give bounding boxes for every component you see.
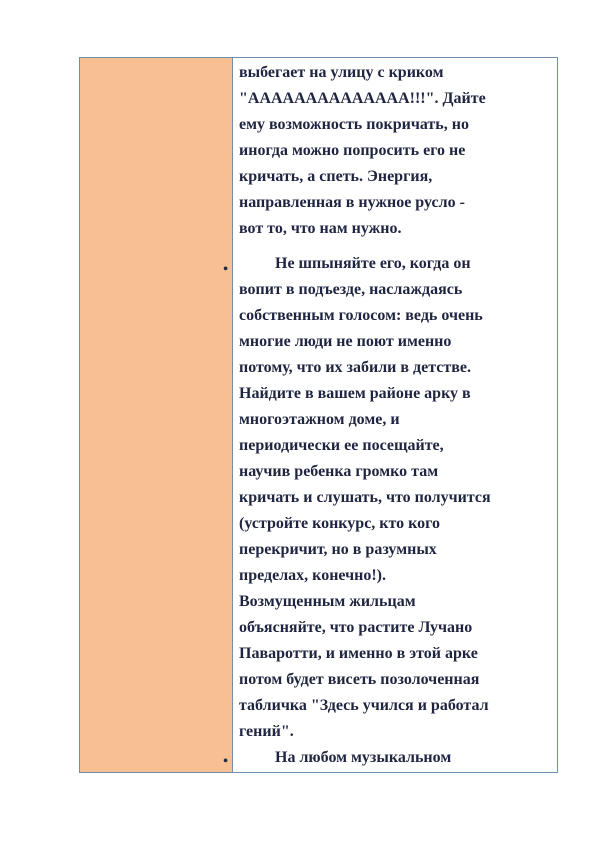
bullet-marker-2: •: [223, 754, 228, 769]
text-line: собственным голосом: ведь очень: [239, 307, 483, 324]
text-line: ему возможность покричать, но: [239, 116, 469, 133]
text-line: кричать и слушать, что получится: [239, 489, 491, 506]
text-line: Найдите в вашем районе арку в: [239, 385, 471, 402]
text-line: многие люди не поют именно: [239, 333, 452, 350]
text-line: На любом музыкальном: [275, 749, 452, 766]
text-cell: [233, 58, 557, 772]
bullet-paragraph-2: [239, 745, 551, 771]
text-line: научив ребенка громко там: [239, 463, 439, 480]
text-line: Возмущенным жильцам: [239, 593, 416, 610]
text-line: гений".: [239, 723, 294, 740]
bullet-paragraph-1: [239, 251, 551, 745]
text-line: (устройте конкурс, кто кого: [239, 515, 441, 532]
text-line: вот то, что нам нужно.: [239, 220, 402, 237]
text-line: объясняйте, что растите Лучано: [239, 619, 473, 636]
text-line: вопит в подъезде, наслаждаясь: [239, 281, 463, 298]
text-line: "АААААААААААААА!!!". Дайте: [239, 90, 486, 107]
content-table: [79, 57, 558, 773]
text-line: перекричит, но в разумных: [239, 541, 437, 558]
text-line: Не шпыняйте его, когда он: [275, 255, 471, 272]
text-line: периодически ее посещайте,: [239, 437, 444, 454]
text-line: многоэтажном доме, и: [239, 411, 400, 428]
text-line: табличка "Здесь учился и работал: [239, 697, 489, 714]
text-line: Паваротти, и именно в этой арке: [239, 645, 478, 662]
text-line: пределах, конечно!).: [239, 567, 387, 584]
text-line: кричать, а спеть. Энергия,: [239, 168, 433, 185]
text-line: выбегает на улицу с криком: [239, 64, 444, 81]
text-line: направленная в нужное русло -: [239, 194, 465, 211]
bullet-marker-1: •: [223, 262, 228, 277]
text-line: иногда можно попросить его не: [239, 142, 466, 159]
paragraph-continuation: [239, 60, 551, 242]
text-line: потом будет висеть позолоченная: [239, 671, 480, 688]
left-colored-cell: [80, 58, 233, 772]
text-line: потому, что их забили в детстве.: [239, 359, 471, 376]
